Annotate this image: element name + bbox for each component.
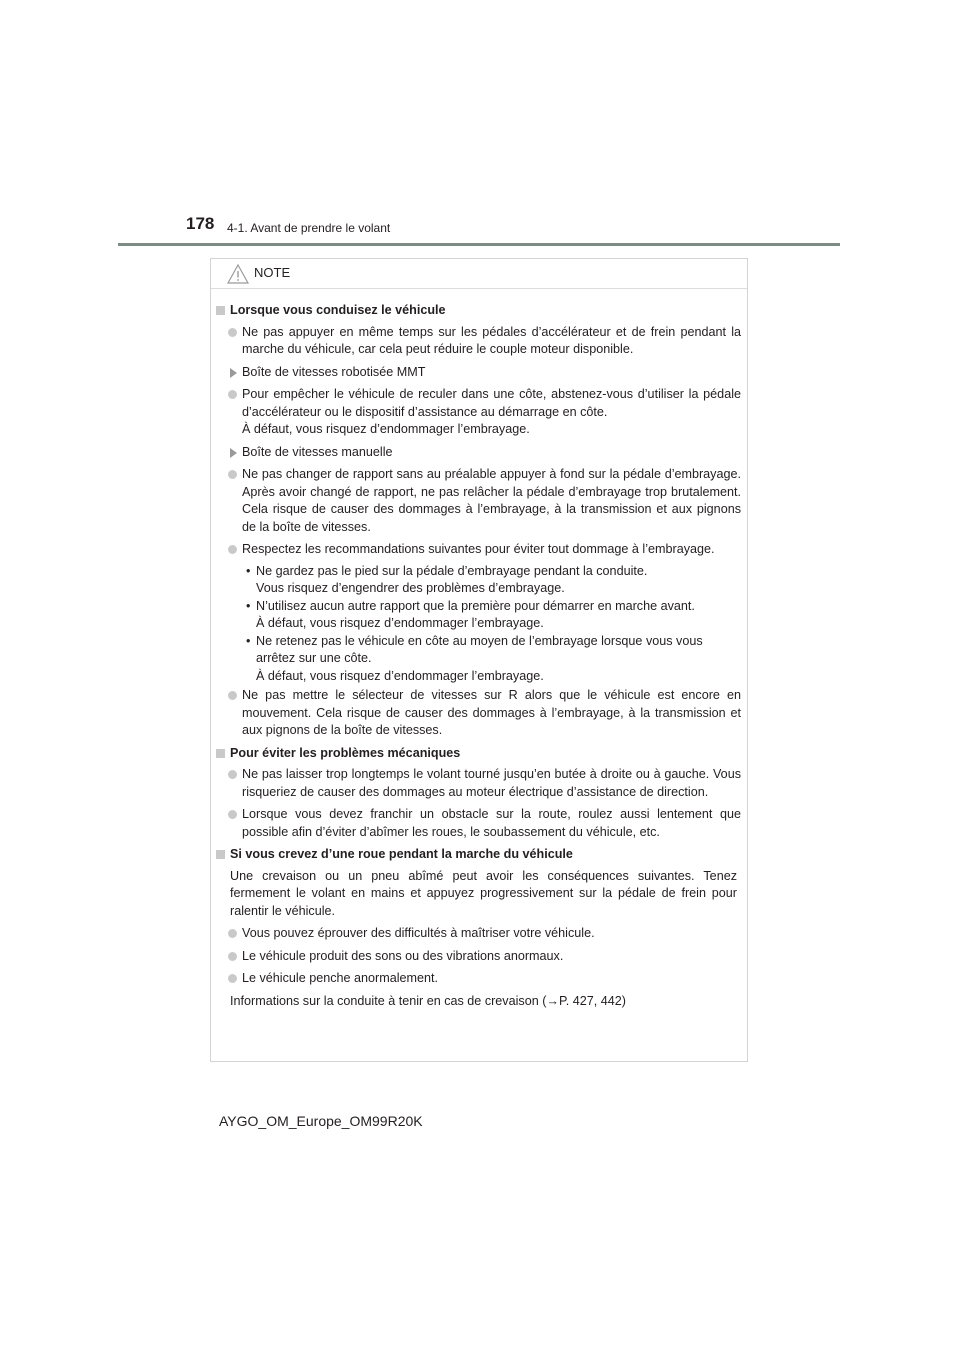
list-item: Respectez les recommandations suivantes pour éviter tout dommage à l’embrayage. xyxy=(211,541,741,559)
list-item: Pour empêcher le véhicule de reculer dans une côte, abstenez-vous d’utiliser la pédale d’accélérateur ou le dispositif d’assistance au démarrage en côte. À défaut, vous risquez d’endommager l’embrayage. xyxy=(211,386,741,439)
header-rule xyxy=(118,243,840,246)
circle-bullet-icon xyxy=(228,929,237,938)
note-body xyxy=(211,302,747,1015)
section-heading: Si vous crevez d’une roue pendant la marche du véhicule xyxy=(211,846,735,864)
document-code: AYGO_OM_Europe_OM99R20K xyxy=(219,1113,423,1129)
sub-list-item: • Ne retenez pas le véhicule en côte au moyen de l’embrayage lorsque vous vous arrêtez sur une côte. À défaut, vous risquez d’endommager l’embrayage. xyxy=(246,633,703,683)
circle-bullet-icon xyxy=(228,691,237,700)
list-item: Lorsque vous devez franchir un obstacle sur la route, roulez aussi lentement que possible afin d’éviter d’abîmer les roues, le soubassement du véhicule, etc. xyxy=(211,806,741,841)
section-title: 4-1. Avant de prendre le volant xyxy=(227,221,391,235)
subheading: Boîte de vitesses manuelle xyxy=(211,444,741,462)
section-heading: Pour éviter les problèmes mécaniques xyxy=(211,745,735,763)
triangle-bullet-icon xyxy=(230,448,237,458)
list-item: Ne pas mettre le sélecteur de vitesses sur R alors que le véhicule est encore en mouvement. Cela risque de causer des dommages à l’embrayage, à la transmission et aux pignons de la boîte de vitesses. xyxy=(211,687,741,740)
circle-bullet-icon xyxy=(228,545,237,554)
circle-bullet-icon xyxy=(228,952,237,961)
list-item: Ne pas appuyer en même temps sur les pédales d’accélérateur et de frein pendant la marche du véhicule, car cela peut réduire le couple moteur disponible. xyxy=(211,324,741,359)
square-bullet-icon xyxy=(216,749,225,758)
square-bullet-icon xyxy=(216,850,225,859)
list-item: Le véhicule penche anormalement. xyxy=(211,970,741,988)
note-box xyxy=(210,258,748,1062)
circle-bullet-icon xyxy=(228,974,237,983)
circle-bullet-icon xyxy=(228,810,237,819)
circle-bullet-icon xyxy=(228,770,237,779)
sub-list-item: • Ne gardez pas le pied sur la pédale d’embrayage pendant la conduite. Vous risquez d’engendrer des problèmes d’embrayage. xyxy=(246,563,648,595)
list-item: Vous pouvez éprouver des difficultés à maîtriser votre véhicule. xyxy=(211,925,741,943)
page-reference: Informations sur la conduite à tenir en cas de crevaison (→P. 427, 442) xyxy=(230,993,626,1008)
square-bullet-icon xyxy=(216,306,225,315)
note-header xyxy=(211,259,747,289)
circle-bullet-icon xyxy=(228,470,237,479)
section-heading: Lorsque vous conduisez le véhicule xyxy=(211,302,735,320)
paragraph: Une crevaison ou un pneu abîmé peut avoir les conséquences suivantes. Tenez fermement le volant en mains et appuyez progressivement sur la pédale de frein pour ralentir le véhicule. xyxy=(230,868,737,918)
list-item: Ne pas laisser trop longtemps le volant tourné jusqu’en butée à droite ou à gauche. Vous risqueriez de causer des dommages au moteur électrique d’assistance de direction. xyxy=(211,766,741,801)
list-item: Le véhicule produit des sons ou des vibrations anormaux. xyxy=(211,948,741,966)
note-label: NOTE xyxy=(254,265,291,280)
sub-list-item: • N’utilisez aucun autre rapport que la première pour démarrer en marche avant. À défaut, vous risquez d’endommager l’embrayage. xyxy=(246,598,695,630)
subheading: Boîte de vitesses robotisée MMT xyxy=(211,364,741,382)
circle-bullet-icon xyxy=(228,328,237,337)
warning-icon xyxy=(227,264,249,284)
page-number: 178 xyxy=(186,214,215,233)
list-item: Ne pas changer de rapport sans au préalable appuyer à fond sur la pédale d’embrayage. Après avoir changé de rapport, ne pas relâcher la pédale d’embrayage trop brutalement. Cela risque de causer des dommages à l’embrayage, à la transmission et aux pignons de la boîte de vitesses. xyxy=(211,466,741,536)
circle-bullet-icon xyxy=(228,390,237,399)
triangle-bullet-icon xyxy=(230,368,237,378)
